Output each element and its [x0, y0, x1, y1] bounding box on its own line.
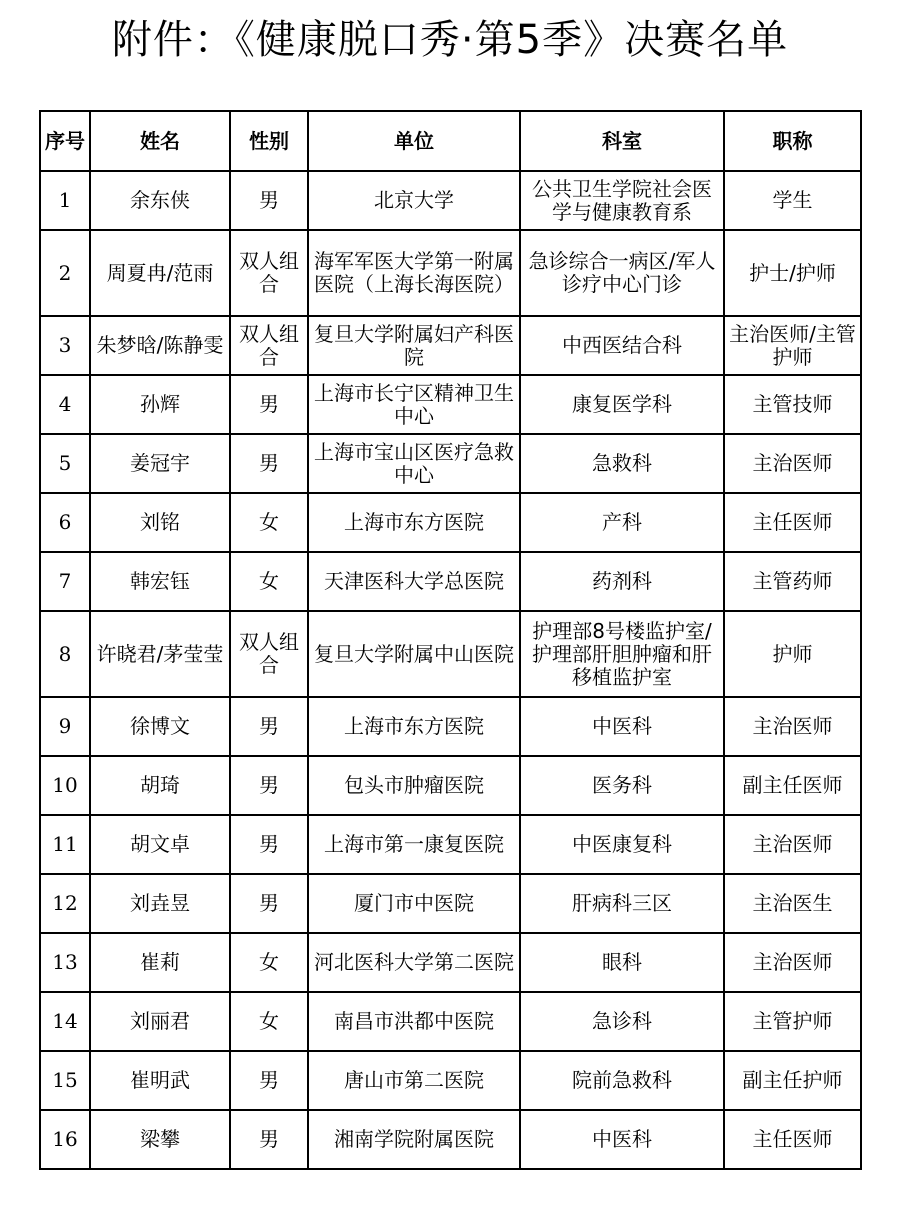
cell-name: 崔明武: [90, 1051, 230, 1110]
cell-index: 6: [40, 493, 90, 552]
cell-department: 急诊科: [520, 992, 724, 1051]
cell-department: 中医科: [520, 1110, 724, 1169]
cell-name: 余东侠: [90, 171, 230, 230]
cell-department: 眼科: [520, 933, 724, 992]
cell-title: 护师: [724, 611, 861, 697]
cell-title: 主治医师: [724, 434, 861, 493]
cell-gender: 双人组合: [230, 230, 308, 316]
cell-organization: 湘南学院附属医院: [308, 1110, 520, 1169]
cell-name: 刘丽君: [90, 992, 230, 1051]
cell-name: 许晓君/茅莹莹: [90, 611, 230, 697]
cell-department: 药剂科: [520, 552, 724, 611]
table-row: [40, 171, 861, 230]
table-row: [40, 230, 861, 316]
cell-name: 朱梦晗/陈静雯: [90, 316, 230, 375]
cell-name: 梁攀: [90, 1110, 230, 1169]
header-index: 序号: [40, 111, 90, 171]
cell-department: 中西医结合科: [520, 316, 724, 375]
cell-organization: 唐山市第二医院: [308, 1051, 520, 1110]
cell-organization: 北京大学: [308, 171, 520, 230]
cell-gender: 男: [230, 375, 308, 434]
cell-gender: 女: [230, 493, 308, 552]
cell-index: 3: [40, 316, 90, 375]
cell-organization: 包头市肿瘤医院: [308, 756, 520, 815]
table-row: [40, 697, 861, 756]
cell-index: 7: [40, 552, 90, 611]
cell-department: 急救科: [520, 434, 724, 493]
cell-gender: 男: [230, 756, 308, 815]
cell-name: 崔莉: [90, 933, 230, 992]
cell-index: 8: [40, 611, 90, 697]
cell-title: 主治医师: [724, 933, 861, 992]
cell-name: 姜冠宇: [90, 434, 230, 493]
cell-department: 中医科: [520, 697, 724, 756]
cell-department: 公共卫生学院社会医学与健康教育系: [520, 171, 724, 230]
header-title: 职称: [724, 111, 861, 171]
cell-department: 中医康复科: [520, 815, 724, 874]
cell-organization: 复旦大学附属中山医院: [308, 611, 520, 697]
cell-gender: 男: [230, 697, 308, 756]
cell-department: 护理部8号楼监护室/护理部肝胆肿瘤和肝移植监护室: [520, 611, 724, 697]
cell-index: 16: [40, 1110, 90, 1169]
table-row: [40, 434, 861, 493]
cell-organization: 厦门市中医院: [308, 874, 520, 933]
cell-organization: 南昌市洪都中医院: [308, 992, 520, 1051]
cell-department: 医务科: [520, 756, 724, 815]
cell-gender: 男: [230, 874, 308, 933]
cell-title: 副主任护师: [724, 1051, 861, 1110]
cell-gender: 女: [230, 933, 308, 992]
cell-gender: 男: [230, 815, 308, 874]
cell-title: 副主任医师: [724, 756, 861, 815]
table-row: [40, 316, 861, 375]
cell-gender: 双人组合: [230, 316, 308, 375]
cell-title: 学生: [724, 171, 861, 230]
cell-index: 15: [40, 1051, 90, 1110]
cell-department: 急诊综合一病区/军人诊疗中心门诊: [520, 230, 724, 316]
cell-organization: 河北医科大学第二医院: [308, 933, 520, 992]
table-row: [40, 1051, 861, 1110]
cell-index: 2: [40, 230, 90, 316]
header-gender: 性别: [230, 111, 308, 171]
header-name: 姓名: [90, 111, 230, 171]
cell-organization: 上海市东方医院: [308, 697, 520, 756]
cell-gender: 双人组合: [230, 611, 308, 697]
cell-title: 主治医生: [724, 874, 861, 933]
table-row: [40, 756, 861, 815]
cell-name: 孙辉: [90, 375, 230, 434]
table-row: [40, 874, 861, 933]
cell-index: 5: [40, 434, 90, 493]
cell-name: 胡琦: [90, 756, 230, 815]
cell-name: 胡文卓: [90, 815, 230, 874]
table-row: [40, 552, 861, 611]
cell-title: 护士/护师: [724, 230, 861, 316]
cell-title: 主管技师: [724, 375, 861, 434]
finalist-table: [39, 110, 862, 1170]
cell-name: 韩宏钰: [90, 552, 230, 611]
cell-title: 主任医师: [724, 1110, 861, 1169]
cell-title: 主管药师: [724, 552, 861, 611]
table-row: [40, 933, 861, 992]
cell-organization: 天津医科大学总医院: [308, 552, 520, 611]
cell-name: 周夏冉/范雨: [90, 230, 230, 316]
table-row: [40, 992, 861, 1051]
cell-title: 主任医师: [724, 493, 861, 552]
table-header-row: [40, 111, 861, 171]
header-organization: 单位: [308, 111, 520, 171]
cell-organization: 上海市宝山区医疗急救中心: [308, 434, 520, 493]
table-row: [40, 815, 861, 874]
cell-gender: 男: [230, 434, 308, 493]
cell-organization: 海军军医大学第一附属医院（上海长海医院）: [308, 230, 520, 316]
cell-index: 14: [40, 992, 90, 1051]
cell-index: 9: [40, 697, 90, 756]
table-row: [40, 611, 861, 697]
cell-department: 产科: [520, 493, 724, 552]
cell-organization: 上海市第一康复医院: [308, 815, 520, 874]
cell-gender: 女: [230, 552, 308, 611]
table-row: [40, 375, 861, 434]
cell-gender: 男: [230, 1051, 308, 1110]
cell-title: 主治医师/主管护师: [724, 316, 861, 375]
cell-department: 院前急救科: [520, 1051, 724, 1110]
cell-gender: 女: [230, 992, 308, 1051]
cell-organization: 上海市长宁区精神卫生中心: [308, 375, 520, 434]
cell-index: 4: [40, 375, 90, 434]
cell-title: 主治医师: [724, 815, 861, 874]
page-title: 附件：《健康脱口秀·第5季》决赛名单: [111, 17, 789, 63]
header-department: 科室: [520, 111, 724, 171]
cell-department: 肝病科三区: [520, 874, 724, 933]
cell-title: 主管护师: [724, 992, 861, 1051]
cell-gender: 男: [230, 171, 308, 230]
cell-title: 主治医师: [724, 697, 861, 756]
cell-index: 10: [40, 756, 90, 815]
cell-organization: 复旦大学附属妇产科医院: [308, 316, 520, 375]
cell-index: 13: [40, 933, 90, 992]
cell-name: 刘垚昱: [90, 874, 230, 933]
cell-name: 刘铭: [90, 493, 230, 552]
cell-department: 康复医学科: [520, 375, 724, 434]
cell-index: 1: [40, 171, 90, 230]
table-row: [40, 493, 861, 552]
cell-index: 11: [40, 815, 90, 874]
table-row: [40, 1110, 861, 1169]
cell-index: 12: [40, 874, 90, 933]
cell-name: 徐博文: [90, 697, 230, 756]
cell-gender: 男: [230, 1110, 308, 1169]
cell-organization: 上海市东方医院: [308, 493, 520, 552]
